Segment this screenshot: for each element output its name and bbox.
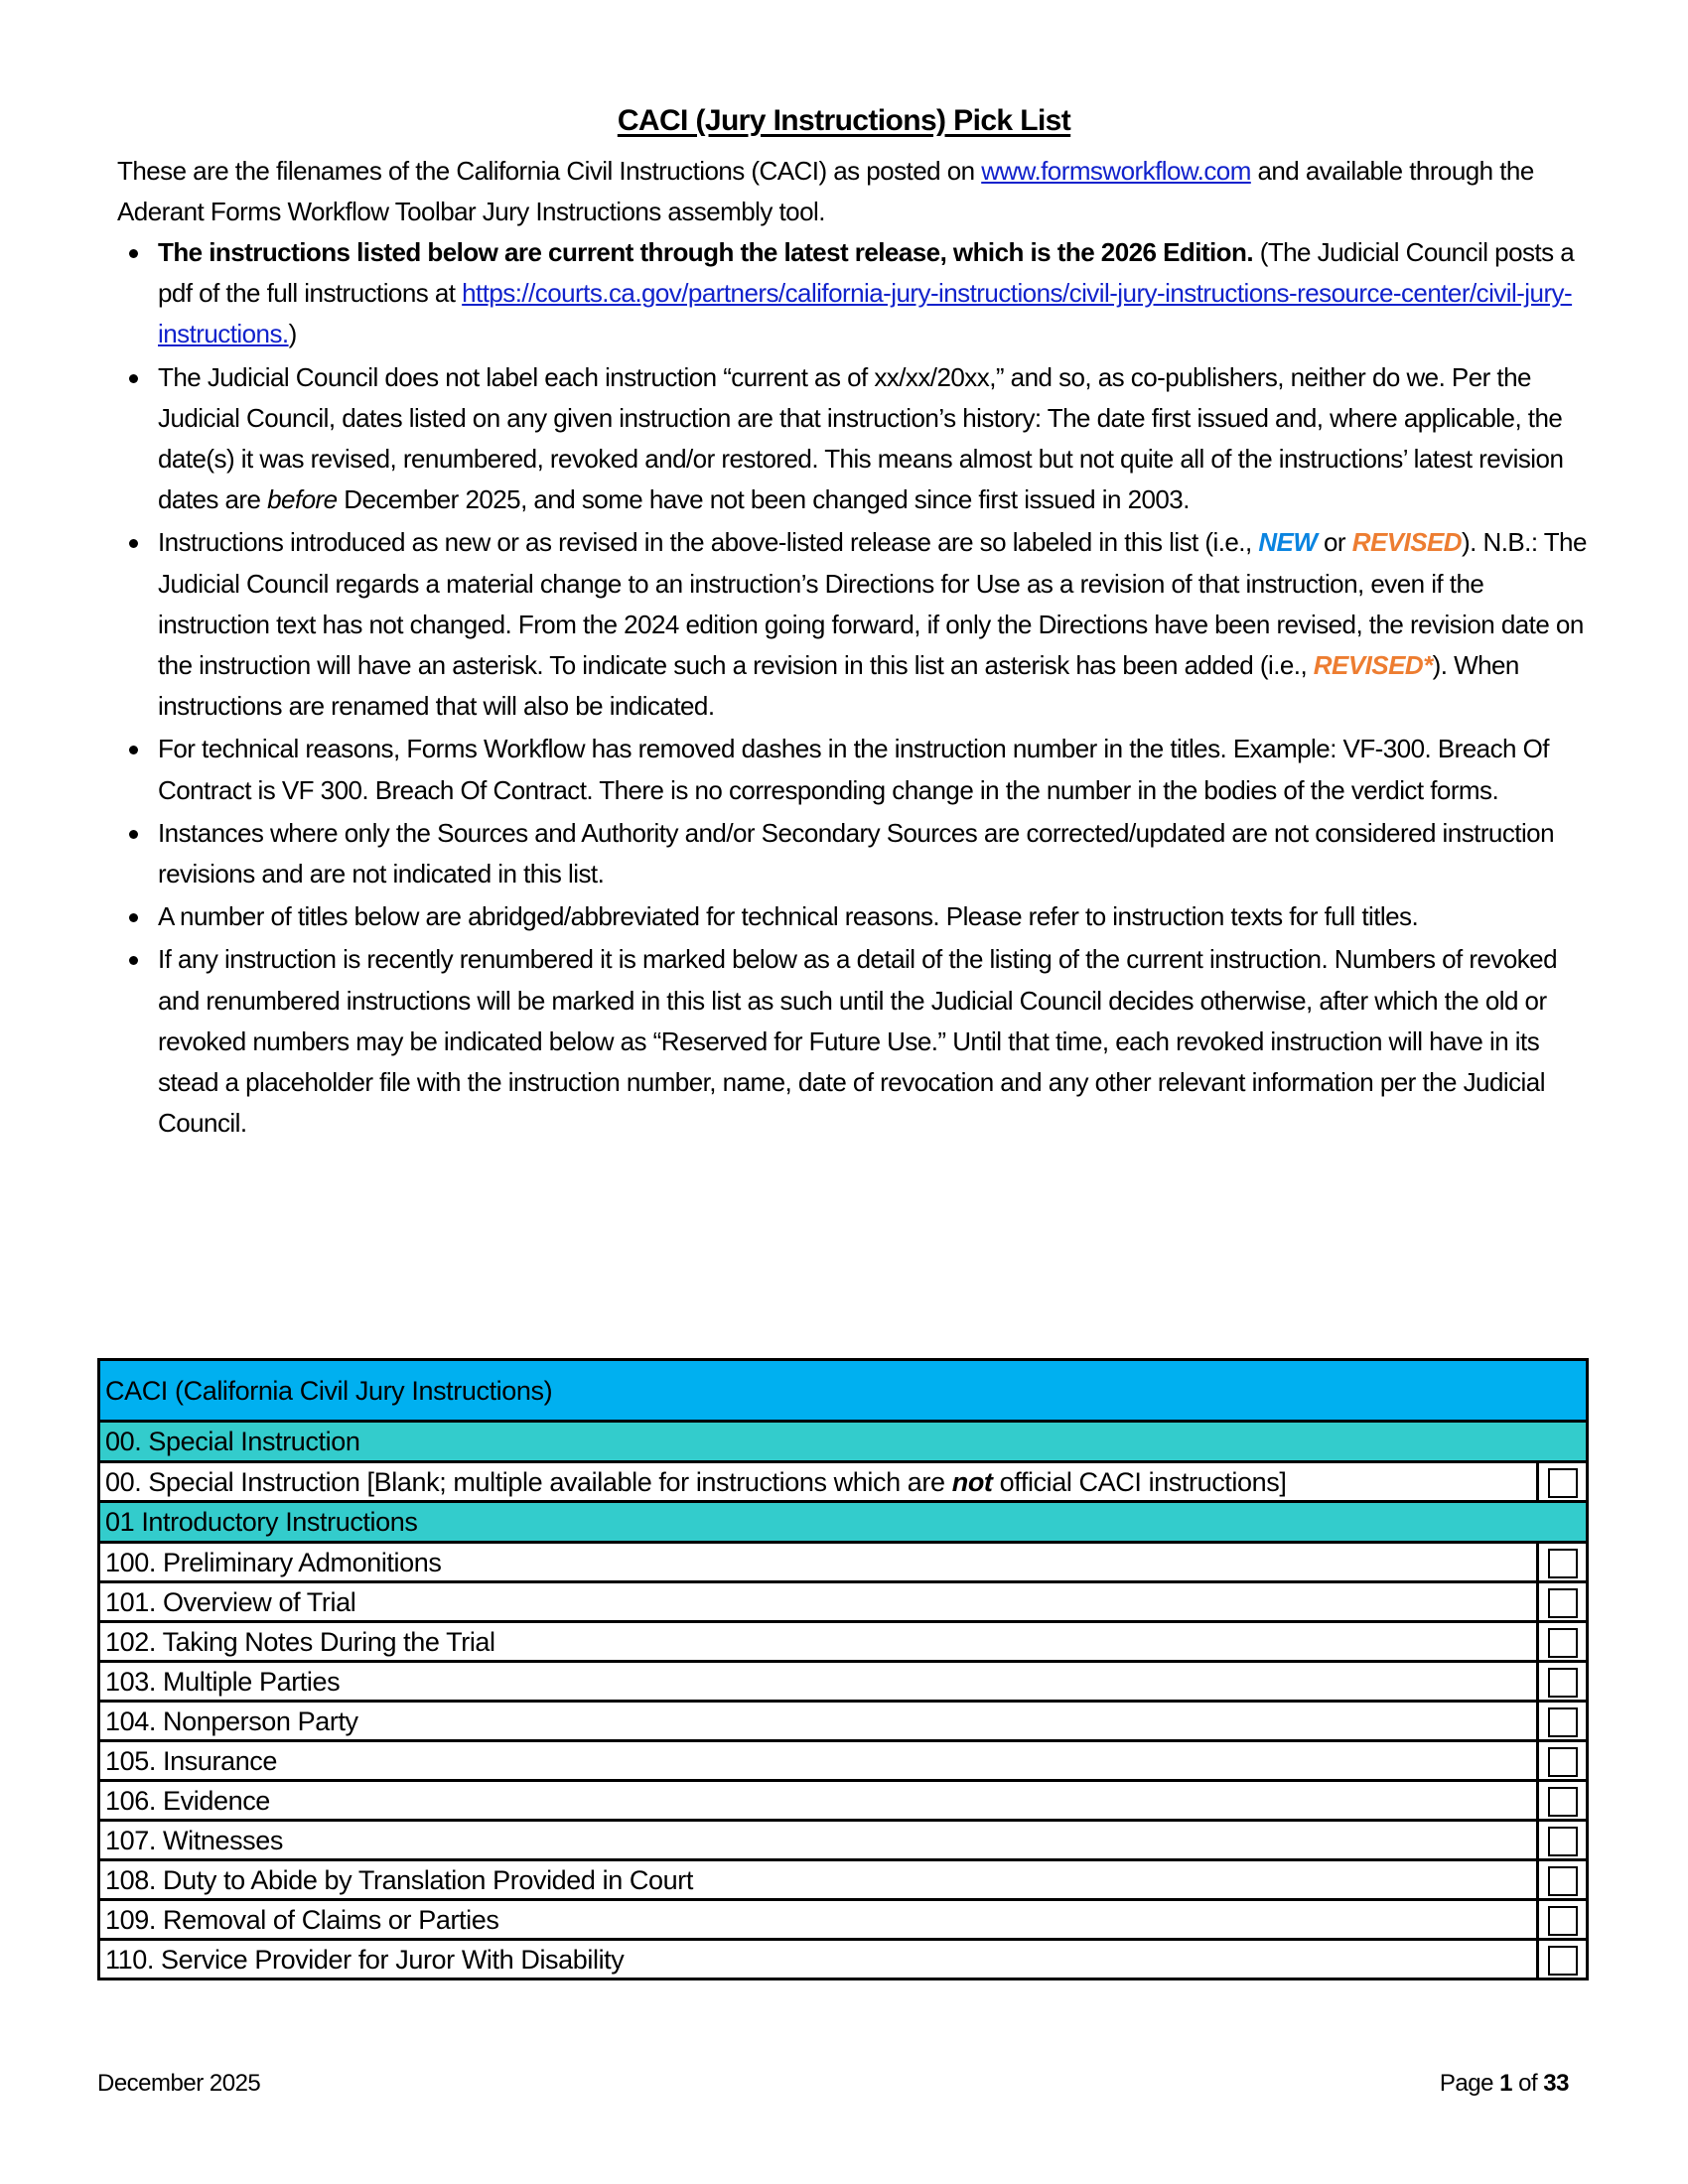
select-checkbox[interactable] <box>1548 1906 1578 1936</box>
instruction-label: 102. Taking Notes During the Trial <box>99 1622 1538 1662</box>
note-current-edition: The instructions listed below are current through the latest release, which is the 2026 Edition. (The Judicial Council posts a pdf of the full instructions at https://courts.ca.gov/partners/california-jury-instructions/civil-jury-instructions-resource-center/civil-jury-instructions.) <box>117 232 1595 355</box>
select-checkbox[interactable] <box>1548 1628 1578 1658</box>
bullet-icon <box>129 956 138 965</box>
instruction-label: 105. Insurance <box>99 1741 1538 1781</box>
footer-date: December 2025 <box>97 2070 261 2097</box>
select-checkbox[interactable] <box>1548 1549 1578 1578</box>
select-checkbox[interactable] <box>1548 1707 1578 1737</box>
section-header-row <box>99 1502 1588 1543</box>
table-row <box>99 1741 1588 1781</box>
note-sources: Instances where only the Sources and Authority and/or Secondary Sources are corrected/updated are not considered instruction revisions and are not indicated in this list. <box>117 813 1595 894</box>
revised-star-label: REVISED* <box>1313 650 1433 681</box>
note-renumbered: If any instruction is recently renumbered it is marked below as a detail of the listing of the current instruction. Numbers of revoked and renumbered instructions will be marked in this list as such until the Judicial Council decides otherwise, after which the old or revoked numbers may be indicated below as “Reserved for Future Use.” Until that time, each revoked instruction will have in its stead a placeholder file with the instruction number, name, date of revocation and any other relevant information per the Judicial Council. <box>117 939 1595 1144</box>
bullet-icon <box>129 539 138 548</box>
notes-list <box>117 232 1595 1146</box>
select-checkbox[interactable] <box>1548 1588 1578 1618</box>
instruction-label: 100. Preliminary Admonitions <box>99 1543 1538 1582</box>
select-checkbox[interactable] <box>1548 1866 1578 1896</box>
section-title: 00. Special Instruction <box>99 1422 1588 1462</box>
section-title: 01 Introductory Instructions <box>99 1502 1588 1543</box>
instruction-label: 104. Nonperson Party <box>99 1702 1538 1741</box>
note-dates: The Judicial Council does not label each instruction “current as of xx/xx/20xx,” and so, as co-publishers, neither do we. Per the Judicial Council, dates listed on any given instruction are that instruction’s history: The date first issued and, where applicable, the date(s) it was revised, renumbered, revoked and/or restored. This means almost but not quite all of the instructions’ latest revision dates are before December 2025, and some have not been changed since first issued in 2003. <box>117 357 1595 521</box>
table-header-row <box>99 1360 1588 1422</box>
instruction-label: 103. Multiple Parties <box>99 1662 1538 1702</box>
judicial-council-link[interactable]: https://courts.ca.gov/partners/california-jury-instructions/civil-jury-instructions-resource-center/civil-jury-instructions. <box>158 278 1573 349</box>
instruction-label: 101. Overview of Trial <box>99 1582 1538 1622</box>
section-header-row <box>99 1422 1588 1462</box>
note-dashes: For technical reasons, Forms Workflow has removed dashes in the instruction number in the titles. Example: VF-300. Breach Of Contract is VF 300. Breach Of Contract. There is no corresponding change in the number in the bodies of the verdict forms. <box>117 729 1595 810</box>
table-row <box>99 1622 1588 1662</box>
instruction-label: 00. Special Instruction [Blank; multiple available for instructions which are not official CACI instructions] <box>99 1462 1538 1502</box>
select-checkbox[interactable] <box>1548 1946 1578 1976</box>
instruction-label: 106. Evidence <box>99 1781 1538 1821</box>
table-row <box>99 1821 1588 1860</box>
note-abridged: A number of titles below are abridged/abbreviated for technical reasons. Please refer to instruction texts for full titles. <box>117 896 1595 937</box>
instruction-label: 108. Duty to Abide by Translation Provided in Court <box>99 1860 1538 1900</box>
instruction-pick-table <box>97 1358 1589 1980</box>
page-title: CACI (Jury Instructions) Pick List <box>617 104 1071 137</box>
table-row <box>99 1662 1588 1702</box>
bullet-icon <box>129 830 138 839</box>
intro-paragraph: These are the filenames of the California Civil Instructions (CACI) as posted on www.formsworkflow.com and available through the Aderant Forms Workflow Toolbar Jury Instructions assembly tool. <box>117 156 1534 227</box>
table-row <box>99 1940 1588 1979</box>
instruction-label: 109. Removal of Claims or Parties <box>99 1900 1538 1940</box>
new-label: NEW <box>1258 527 1318 558</box>
table-row <box>99 1543 1588 1582</box>
instruction-label: 107. Witnesses <box>99 1821 1538 1860</box>
bullet-icon <box>129 746 138 754</box>
select-checkbox[interactable] <box>1548 1747 1578 1777</box>
table-row <box>99 1781 1588 1821</box>
table-row <box>99 1702 1588 1741</box>
table-row <box>99 1860 1588 1900</box>
formsworkflow-link[interactable]: www.formsworkflow.com <box>981 156 1251 186</box>
table-row <box>99 1462 1588 1502</box>
bullet-icon <box>129 374 138 383</box>
select-checkbox[interactable] <box>1548 1668 1578 1698</box>
note-new-revised: Instructions introduced as new or as revised in the above-listed release are so labeled in this list (i.e., NEW or REVISED). N.B.: The Judicial Council regards a material change to an instruction’s Directions for Use as a revision of that instruction, even if the instruction text has not changed. From the 2024 edition going forward, if only the Directions have been revised, the revision date on the instruction will have an asterisk. To indicate such a revision in this list an asterisk has been added (i.e., REVISED*). When instructions are renamed that will also be indicated. <box>117 522 1595 727</box>
bullet-icon <box>129 249 138 258</box>
instruction-label: 110. Service Provider for Juror With Disability <box>99 1940 1538 1979</box>
select-checkbox[interactable] <box>1548 1827 1578 1856</box>
table-header: CACI (California Civil Jury Instructions) <box>99 1360 1588 1422</box>
page-number: Page 1 of 33 <box>1439 2070 1569 2097</box>
table-row <box>99 1582 1588 1622</box>
select-checkbox[interactable] <box>1548 1468 1578 1498</box>
revised-label: REVISED <box>1351 527 1463 558</box>
table-row <box>99 1900 1588 1940</box>
bullet-icon <box>129 913 138 922</box>
select-checkbox[interactable] <box>1548 1787 1578 1817</box>
